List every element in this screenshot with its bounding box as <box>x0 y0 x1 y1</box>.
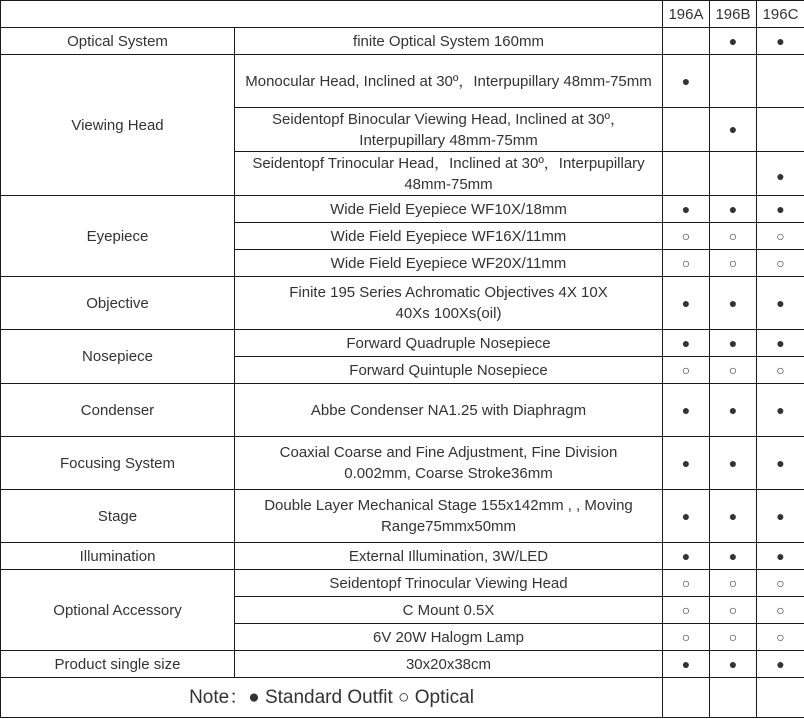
mark-196b: ● <box>710 196 757 223</box>
table-row <box>1 55 804 108</box>
feature-text: Double Layer Mechanical Stage 155x142mm , , Moving Range75mmx50mm <box>264 497 633 535</box>
header-row <box>1 1 804 28</box>
note-blank-196b <box>710 678 757 718</box>
mark-196a: ○ <box>663 357 710 384</box>
mark-196b: ● <box>710 651 757 678</box>
table-row <box>1 490 804 543</box>
column-header-196b: 196B <box>710 1 757 28</box>
mark-196c: ● <box>757 196 804 223</box>
feature-cell: 30x20x38cm <box>235 651 663 678</box>
table-row <box>1 570 804 597</box>
mark-196b: ● <box>710 384 757 437</box>
mark-196a: ● <box>663 330 710 357</box>
mark-196b: ○ <box>710 223 757 250</box>
feature-cell: 6V 20W Halogm Lamp <box>235 624 663 651</box>
mark-196a: ● <box>663 196 710 223</box>
mark-196b: ● <box>710 330 757 357</box>
feature-cell: Seidentopf Trinocular Viewing Head <box>235 570 663 597</box>
mark-196b: ● <box>710 437 757 490</box>
feature-cell: Abbe Condenser NA1.25 with Diaphragm <box>235 384 663 437</box>
mark-196a: ○ <box>663 597 710 624</box>
feature-cell: Forward Quintuple Nosepiece <box>235 357 663 384</box>
mark-196c: ○ <box>757 624 804 651</box>
mark-196c <box>757 108 804 152</box>
mark-196a: ● <box>663 384 710 437</box>
mark-196c: ● <box>757 490 804 543</box>
mark-196a: ● <box>663 437 710 490</box>
table-row <box>1 196 804 223</box>
mark-196c <box>757 55 804 108</box>
note-blank-196a <box>663 678 710 718</box>
mark-196c: ○ <box>757 250 804 277</box>
table-row <box>1 277 804 330</box>
feature-cell: Wide Field Eyepiece WF10X/18mm <box>235 196 663 223</box>
note-row <box>1 678 804 718</box>
mark-196b: ○ <box>710 570 757 597</box>
mark-196a <box>663 152 710 196</box>
mark-196c: ● <box>757 330 804 357</box>
feature-cell <box>235 277 663 330</box>
table-row <box>1 28 804 55</box>
feature-cell <box>235 490 663 543</box>
mark-196c: ● <box>757 152 804 196</box>
table-row <box>1 543 804 570</box>
category-cell: Product single size <box>1 651 235 678</box>
mark-196b: ○ <box>710 597 757 624</box>
mark-196c: ● <box>757 277 804 330</box>
feature-cell <box>235 437 663 490</box>
note-blank-196c <box>757 678 804 718</box>
mark-196a <box>663 108 710 152</box>
feature-cell: Seidentopf Trinocular Head，Inclined at 30º，Interpupillary 48mm-75mm <box>235 152 663 196</box>
category-cell: Objective <box>1 277 235 330</box>
note-text: Note：● Standard Outfit ○ Optical <box>1 678 663 718</box>
mark-196a: ● <box>663 543 710 570</box>
feature-cell: Forward Quadruple Nosepiece <box>235 330 663 357</box>
mark-196c: ● <box>757 28 804 55</box>
mark-196b <box>710 55 757 108</box>
column-header-196c: 196C <box>757 1 804 28</box>
table-row <box>1 384 804 437</box>
mark-196c: ○ <box>757 597 804 624</box>
category-cell: Focusing System <box>1 437 235 490</box>
mark-196c: ● <box>757 437 804 490</box>
mark-196a: ○ <box>663 250 710 277</box>
mark-196a: ● <box>663 55 710 108</box>
feature-cell: Wide Field Eyepiece WF16X/11mm <box>235 223 663 250</box>
feature-text: Coaxial Coarse and Fine Adjustment, Fine Division 0.002mm, Coarse Stroke36mm <box>279 444 618 482</box>
mark-196b <box>710 152 757 196</box>
table-row <box>1 330 804 357</box>
category-cell: Optical System <box>1 28 235 55</box>
mark-196b: ● <box>710 28 757 55</box>
mark-196b: ○ <box>710 624 757 651</box>
mark-196a: ○ <box>663 570 710 597</box>
mark-196b: ● <box>710 277 757 330</box>
mark-196b: ● <box>710 108 757 152</box>
mark-196a: ● <box>663 651 710 678</box>
mark-196a <box>663 28 710 55</box>
mark-196c: ● <box>757 651 804 678</box>
feature-cell: Monocular Head, Inclined at 30º，Interpupillary 48mm-75mm <box>235 55 663 108</box>
mark-196b: ● <box>710 543 757 570</box>
table-row <box>1 437 804 490</box>
mark-196c: ● <box>757 384 804 437</box>
category-cell: Condenser <box>1 384 235 437</box>
table-row <box>1 651 804 678</box>
mark-196b: ● <box>710 490 757 543</box>
feature-cell: finite Optical System 160mm <box>235 28 663 55</box>
mark-196a: ○ <box>663 624 710 651</box>
feature-cell: Seidentopf Binocular Viewing Head, Inclined at 30º，Interpupillary 48mm-75mm <box>235 108 663 152</box>
mark-196c: ○ <box>757 357 804 384</box>
mark-196a: ○ <box>663 223 710 250</box>
mark-196a: ● <box>663 490 710 543</box>
feature-cell: Wide Field Eyepiece WF20X/11mm <box>235 250 663 277</box>
header-blank <box>1 1 663 28</box>
category-cell: Illumination <box>1 543 235 570</box>
mark-196a: ● <box>663 277 710 330</box>
mark-196b: ○ <box>710 250 757 277</box>
column-header-196a: 196A <box>663 1 710 28</box>
feature-cell: External Illumination, 3W/LED <box>235 543 663 570</box>
mark-196c: ○ <box>757 223 804 250</box>
category-cell: Viewing Head <box>1 55 235 196</box>
feature-text: Finite 195 Series Achromatic Objectives 4X 10X 40Xs 100Xs(oil) <box>289 284 608 322</box>
mark-196c: ○ <box>757 570 804 597</box>
category-cell: Stage <box>1 490 235 543</box>
mark-196b: ○ <box>710 357 757 384</box>
mark-196c: ● <box>757 543 804 570</box>
feature-cell: C Mount 0.5X <box>235 597 663 624</box>
category-cell: Eyepiece <box>1 196 235 277</box>
category-cell: Optional Accessory <box>1 570 235 651</box>
category-cell: Nosepiece <box>1 330 235 384</box>
